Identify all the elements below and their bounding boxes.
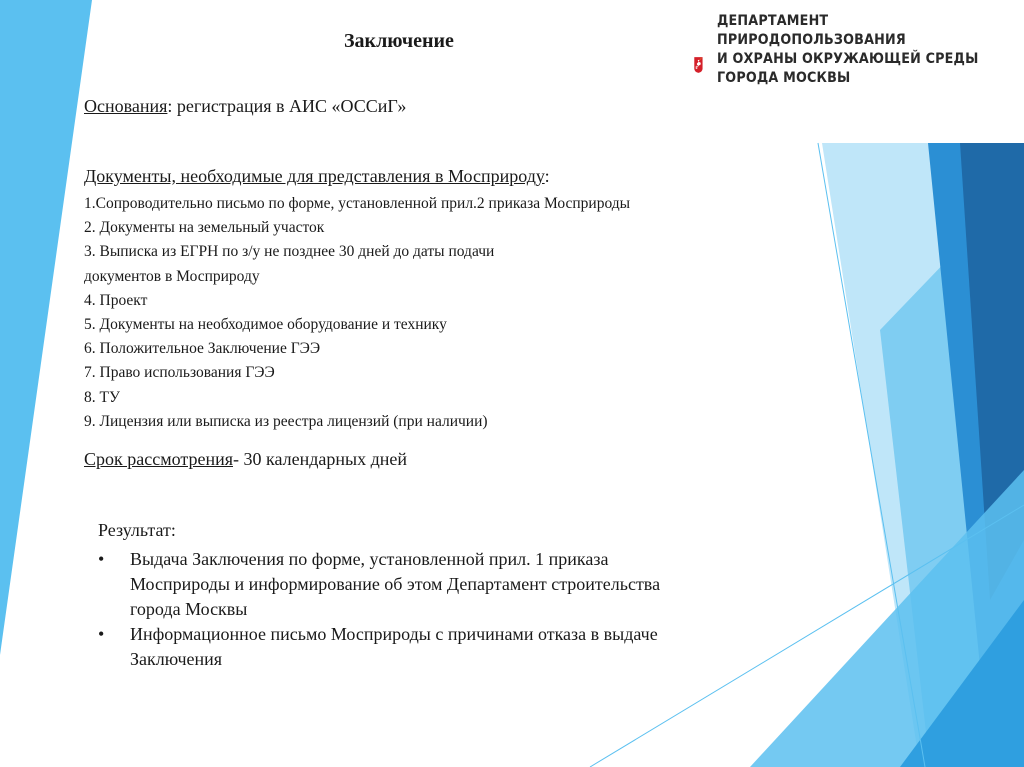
left-ribbon [0, 0, 92, 655]
basis-text: : регистрация в АИС «ОССиГ» [167, 96, 407, 116]
list-item: документов в Мосприроду [84, 267, 260, 285]
result-line: Выдача Заключения по форме, установленной прил. 1 приказа [130, 549, 609, 569]
list-item: 2. Документы на земельный участок [84, 219, 325, 237]
bullet-icon: • [98, 624, 105, 644]
department-name-line: ПРИРОДОПОЛЬЗОВАНИЯ [716, 32, 906, 48]
department-name-line: И ОХРАНЫ ОКРУЖАЮЩЕЙ СРЕДЫ [716, 51, 979, 67]
list-item: 3. Выписка из ЕГРН по з/у не позднее 30 дней до даты подачи [84, 243, 495, 261]
list-item: 9. Лицензия или выписка из реестра лицензий (при наличии) [84, 412, 488, 430]
department-name-line: ГОРОДА МОСКВЫ [716, 70, 851, 86]
list-item [98, 622, 818, 672]
list-item: 8. ТУ [84, 388, 120, 406]
list-item: 7. Право использования ГЭЭ [84, 364, 275, 382]
result-list [98, 547, 818, 672]
bullet-icon: • [98, 549, 105, 569]
review-term-text: - 30 календарных дней [233, 449, 408, 469]
list-item [98, 547, 818, 622]
result-line: Информационное письмо Мосприроды с причинами отказа в выдаче [130, 624, 658, 644]
documents-heading-text: Документы, необходимые для представления в Мосприроду [84, 166, 545, 186]
review-term [84, 449, 407, 470]
department-name-line: ДЕПАРТАМЕНТ [716, 13, 829, 29]
documents-list [84, 192, 804, 434]
documents-heading-suffix: : [544, 166, 550, 186]
basis-label: Основания [84, 96, 168, 116]
moscow-coat-of-arms-icon [694, 8, 703, 122]
documents-heading [84, 166, 550, 187]
department-name [717, 12, 978, 88]
list-item: 6. Положительное Заключение ГЭЭ [84, 340, 321, 358]
department-logo [694, 8, 1014, 122]
basis-line [84, 96, 406, 117]
list-item: 5. Документы на необходимое оборудование и технику [84, 316, 447, 334]
list-item: 4. Проект [84, 291, 148, 309]
list-item: 1.Сопроводительно письмо по форме, установленной прил.2 приказа Мосприроды [84, 195, 631, 212]
slide-title: Заключение [344, 30, 454, 52]
result-line: Мосприроды и информирование об этом Департамент строительства [130, 574, 661, 594]
result-line: Заключения [130, 649, 223, 669]
review-term-label: Срок рассмотрения [84, 449, 233, 469]
result-line: города Москвы [130, 599, 248, 619]
result-label: Результат: [98, 520, 176, 540]
